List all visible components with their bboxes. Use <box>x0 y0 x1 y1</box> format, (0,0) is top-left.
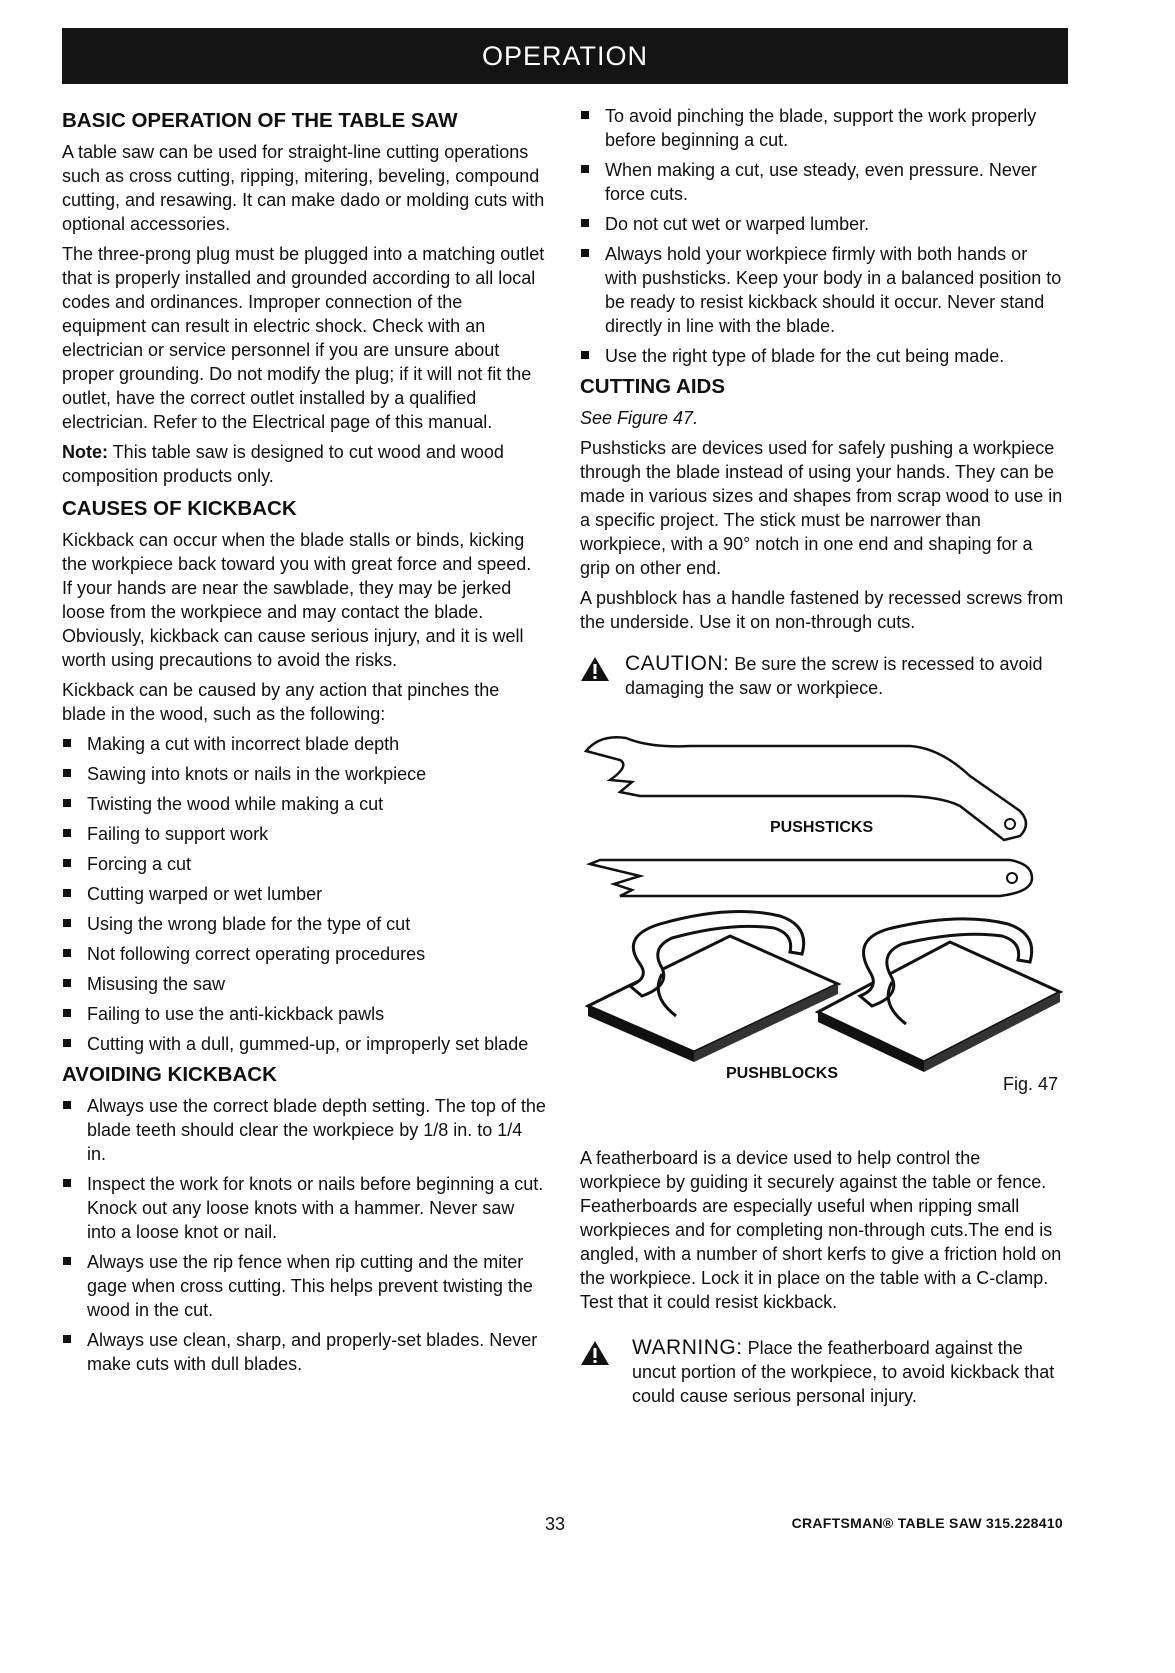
list-item: Always hold your workpiece firmly with both hands or with pushsticks. Keep your body in a balanced position to be ready to resist kickback should it occur. Never stand directly in line with the blade. <box>580 242 1064 338</box>
pushsticks-label: PUSHSTICKS <box>770 819 874 836</box>
caution-label: CAUTION: <box>625 652 730 675</box>
pushblock-left-icon <box>588 912 838 1063</box>
featherboard-paragraph: A featherboard is a device used to help control the workpiece by guiding it securely against the table or fence. Featherboards are especially useful when ripping small workpieces and for completing non-through cuts.The end is angled, with a number of short kerfs to give a friction hold on the workpiece. Lock it in place on the table with a C-clamp. Test that it could resist kickback. <box>580 1148 1062 1312</box>
figure-47 <box>580 716 1064 1136</box>
bullet-icon <box>63 1101 71 1109</box>
list-item: Making a cut with incorrect blade depth <box>62 732 546 756</box>
support-list <box>580 104 1064 368</box>
list-item: Inspect the work for knots or nails before beginning a cut. Knock out any loose knots with a hammer. Never saw into a loose knot or nail. <box>62 1172 546 1244</box>
list-item: Do not cut wet or warped lumber. <box>580 212 1064 236</box>
list-item: Failing to use the anti-kickback pawls <box>62 1002 546 1026</box>
list-item: Forcing a cut <box>62 852 546 876</box>
right-column <box>580 104 1064 1416</box>
bullet-icon <box>581 351 589 359</box>
caution-text: Be sure the screw is recessed to avoid damaging the saw or workpiece. <box>625 654 1043 698</box>
list-item: Misusing the saw <box>62 972 546 996</box>
basic-paragraph-2: The three-prong plug must be plugged into a matching outlet that is properly installed and grounded according to all local codes and ordinances. Improper connection of the equipment can result in electric shock. Check with an electrician or service personnel if you are unsure about proper grounding. Do not modify the plug; if it will not fit the outlet, have the correct outlet installed by a qualified electrician. Refer to the Electrical page of this manual. <box>62 244 545 432</box>
bullet-icon <box>581 219 589 227</box>
section-banner <box>62 28 1068 84</box>
bullet-icon <box>63 919 71 927</box>
heading-causes-of-kickback: CAUSES OF KICKBACK <box>62 497 297 520</box>
list-item: When making a cut, use steady, even pressure. Never force cuts. <box>580 158 1064 206</box>
list-item: Using the wrong blade for the type of cut <box>62 912 546 936</box>
bullet-icon <box>581 111 589 119</box>
list-item: Cutting warped or wet lumber <box>62 882 546 906</box>
bullet-icon <box>63 979 71 987</box>
page-number: 33 <box>545 1514 566 1534</box>
bullet-icon <box>63 1009 71 1017</box>
left-column <box>62 104 546 1382</box>
basic-paragraph-1: A table saw can be used for straight-line cutting operations such as cross cutting, ripping, mitering, beveling, compound cutting, and resawing. It can make dado or molding cuts with optional accessories. <box>62 142 545 234</box>
banner-title: OPERATION <box>481 40 649 71</box>
list-item: Sawing into knots or nails in the workpiece <box>62 762 546 786</box>
list-item: To avoid pinching the blade, support the work properly before beginning a cut. <box>580 104 1064 152</box>
causes-list <box>62 732 546 1056</box>
warning-notice <box>580 1336 1064 1408</box>
aids-paragraph-2: A pushblock has a handle fastened by recessed screws from the underside. Use it on non-through cuts. <box>580 588 1064 632</box>
footer-brand: CRAFTSMAN® TABLE SAW 315.228410 <box>791 1515 1063 1531</box>
heading-basic-operation: BASIC OPERATION OF THE TABLE SAW <box>62 109 458 132</box>
list-item: Not following correct operating procedures <box>62 942 546 966</box>
avoid-list <box>62 1094 546 1376</box>
note-text: This table saw is designed to cut wood and wood composition products only. <box>62 442 504 486</box>
bullet-icon <box>581 165 589 173</box>
caution-notice <box>580 652 1064 700</box>
heading-cutting-aids: CUTTING AIDS <box>580 375 726 398</box>
causes-paragraph-1: Kickback can occur when the blade stalls or binds, kicking the workpiece back toward you with great force and speed. If your hands are near the sawblade, they may be jerked loose from the workpiece and may contact the blade. Obviously, kickback can cause serious injury, and it is well worth using precautions to avoid the risks. <box>62 530 532 670</box>
bullet-icon <box>63 739 71 747</box>
heading-avoiding-kickback: AVOIDING KICKBACK <box>62 1063 277 1086</box>
bullet-icon <box>63 829 71 837</box>
warning-text: Place the featherboard against the uncut portion of the workpiece, to avoid kickback that could cause serious personal injury. <box>632 1338 1055 1406</box>
figure-reference: See Figure 47. <box>580 408 699 428</box>
list-item: Failing to support work <box>62 822 546 846</box>
warning-label: WARNING: <box>632 1336 743 1359</box>
bullet-icon <box>63 1257 71 1265</box>
list-item: Always use the correct blade depth setting. The top of the blade teeth should clear the workpiece by 1/8 in. to 1/4 in. <box>62 1094 546 1166</box>
bullet-icon <box>63 1335 71 1343</box>
figure-number: Fig. 47 <box>1002 1074 1058 1094</box>
list-item: Twisting the wood while making a cut <box>62 792 546 816</box>
bullet-icon <box>63 949 71 957</box>
bullet-icon <box>63 1179 71 1187</box>
list-item: Use the right type of blade for the cut being made. <box>580 344 1064 368</box>
bullet-icon <box>63 859 71 867</box>
note-label: Note: <box>62 442 108 462</box>
bullet-icon <box>63 1039 71 1047</box>
list-item: Always use the rip fence when rip cutting and the miter gage when cross cutting. This helps prevent twisting the wood in the cut. <box>62 1250 546 1322</box>
pushblocks-label: PUSHBLOCKS <box>726 1065 839 1082</box>
note <box>62 440 546 488</box>
warning-triangle-icon <box>580 656 610 682</box>
bullet-icon <box>581 249 589 257</box>
list-item: Cutting with a dull, gummed-up, or improperly set blade <box>62 1032 546 1056</box>
pushstick-straight-icon <box>590 860 1032 896</box>
aids-paragraph-1: Pushsticks are devices used for safely pushing a workpiece through the blade instead of using your hands. They can be made in various sizes and shapes from scrap wood to use in a specific project. The stick must be narrower than workpiece, with a 90° notch in one end and shaping for a grip on other end. <box>580 438 1063 578</box>
list-item: Always use clean, sharp, and properly-set blades. Never make cuts with dull blades. <box>62 1328 546 1376</box>
bullet-icon <box>63 889 71 897</box>
causes-paragraph-2: Kickback can be caused by any action that pinches the blade in the wood, such as the following: <box>62 680 500 724</box>
bullet-icon <box>63 799 71 807</box>
pushblock-right-icon <box>818 919 1060 1072</box>
warning-triangle-icon <box>580 1340 610 1366</box>
bullet-icon <box>63 769 71 777</box>
